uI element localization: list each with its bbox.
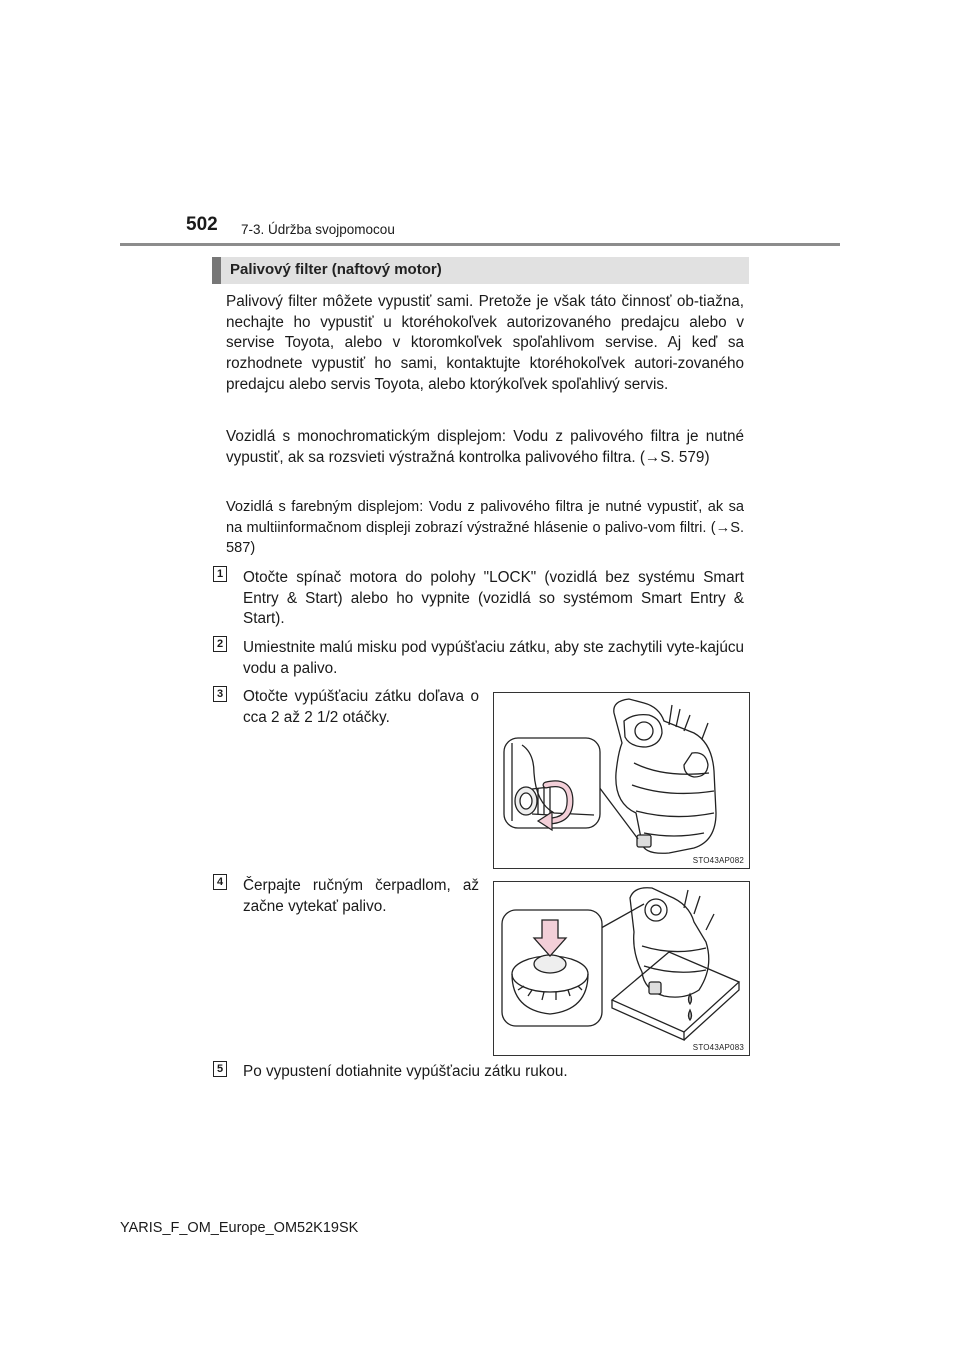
hand-pump-illustration [494, 882, 749, 1055]
step-text-2: Umiestnite malú misku pod vypúšťaciu zátku, aby ste zachytili vyte-kajúcu vodu a palivo. [243, 639, 744, 677]
page-number: 502 [186, 214, 218, 235]
section-heading-box [212, 257, 749, 284]
step-number-2: 2 [213, 636, 227, 652]
monochrome-display-paragraph: Vozidlá s monochromatickým displejom: Vodu z palivového filtra je nutné vypustiť, ak sa rozsvieti výstražná kontrolka palivového filtra. (→S. 579) [226, 428, 744, 466]
step-number-4: 4 [213, 874, 227, 890]
intro-paragraph: Palivový filter môžete vypustiť sami. Pretože je však táto činnosť ob-tiažna, nechajte ho vypustiť u ktoréhokoľvek autorizovaného predajcu alebo v servise Toyota, alebo v ktoromkoľvek spoľahlivom servise. Aj keď sa rozhodnete vypustiť ho sami, kontaktujte ktoréhokoľvek autori-zovaného predajcu alebo servis Toyota, alebo ktorýkoľvek spoľahlivý servis. [226, 293, 744, 393]
document-footer: YARIS_F_OM_Europe_OM52K19SK [120, 1220, 359, 1236]
filter-drain-illustration [494, 693, 749, 868]
figure-hand-pump [493, 881, 750, 1056]
step-number-1: 1 [213, 566, 227, 582]
figure-code-2: STO43AP083 [692, 1043, 744, 1052]
section-heading: Palivový filter (naftový motor) [230, 261, 442, 278]
figure-drain-plug-rotation [493, 692, 750, 869]
step-text-5: Po vypustení dotiahnite vypúšťaciu zátku rukou. [243, 1063, 568, 1080]
step-text-4: Čerpajte ručným čerpadlom, až začne vytekať palivo. [243, 877, 479, 915]
step-number-5: 5 [213, 1061, 227, 1077]
step-text-3: Otočte vypúšťaciu zátku doľava o cca 2 až 2 1/2 otáčky. [243, 688, 479, 726]
color-display-paragraph: Vozidlá s farebným displejom: Vodu z palivového filtra je nutné vypustiť, ak sa na multiinformačnom displeji zobrazí výstražné hlásenie o palivo-vom filtri. (→S. 587) [226, 499, 744, 557]
header-rule [120, 243, 840, 246]
figure-code-1: STO43AP082 [692, 856, 744, 865]
section-title: 7-3. Údržba svojpomocou [241, 222, 395, 237]
step-text-1: Otočte spínač motora do polohy "LOCK" (vozidlá bez systému Smart Entry & Start) alebo ho vypnite (vozidlá so systémom Smart Entry & Start). [243, 569, 744, 628]
step-number-3: 3 [213, 686, 227, 702]
